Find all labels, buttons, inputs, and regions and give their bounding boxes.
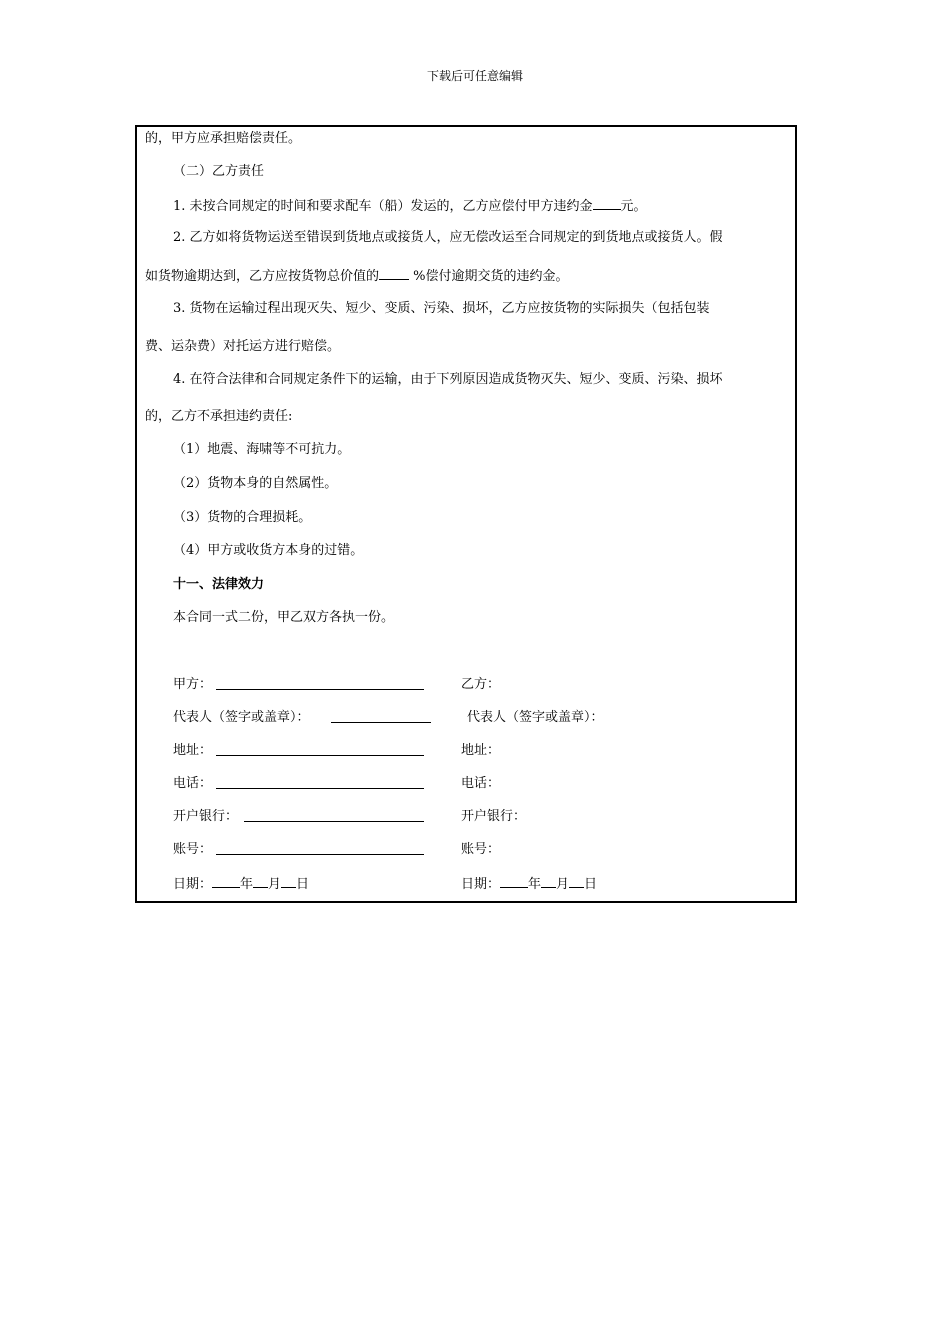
clause-line [145, 267, 569, 285]
clause-text: 元。 [620, 199, 647, 214]
clause-line: 本合同一式二份，甲乙双方各执一份。 [173, 610, 395, 625]
list-item: （1）地震、海啸等不可抗力。 [173, 442, 351, 457]
account-a-label: 账号： [173, 842, 213, 857]
month-label: 月 [268, 877, 282, 892]
rep-a-signature-field[interactable] [331, 722, 431, 723]
clause-line [173, 197, 647, 215]
bank-a-field[interactable] [244, 821, 424, 822]
clause-line: 的，乙方不承担违约责任: [145, 409, 293, 424]
clause-line: 的，甲方应承担赔偿责任。 [145, 131, 302, 146]
clause-line: 4. 在符合法律和合同规定条件下的运输，由于下列原因造成货物灭失、短少、变质、污染、损坏 [173, 372, 723, 387]
blank-percent [379, 267, 409, 280]
address-b-label: 地址： [461, 743, 501, 758]
date-a-day-field[interactable] [281, 875, 296, 888]
list-item: （2）货物本身的自然属性。 [173, 476, 338, 491]
day-label: 日 [296, 877, 310, 892]
phone-b-label: 电话： [461, 776, 501, 791]
date-b-month-field[interactable] [541, 875, 556, 888]
address-a-field[interactable] [216, 755, 424, 756]
rep-a-label: 代表人（签字或盖章）： [173, 710, 310, 725]
section-heading-party-b: （二）乙方责任 [173, 164, 265, 179]
phone-a-label: 电话： [173, 776, 213, 791]
clause-line: 2. 乙方如将货物运送至错误到货地点或接货人，应无偿改运至合同规定的到货地点或接货人。假 [173, 230, 723, 245]
blank-penalty-amount [593, 197, 621, 210]
bank-a-label: 开户银行： [173, 809, 239, 824]
year-label: 年 [528, 877, 542, 892]
date-b-day-field[interactable] [569, 875, 584, 888]
section-heading-legal-effect: 十一、法律效力 [173, 577, 265, 592]
date-a-year-field[interactable] [212, 875, 240, 888]
date-b [461, 875, 597, 893]
clause-text: %偿付逾期交货的违约金。 [409, 269, 569, 284]
date-a-month-field[interactable] [253, 875, 268, 888]
phone-a-field[interactable] [216, 788, 424, 789]
page-header: 下载后可任意编辑 [426, 69, 523, 83]
day-label: 日 [584, 877, 598, 892]
list-item: （4）甲方或收货方本身的过错。 [173, 543, 364, 558]
party-b-label: 乙方： [461, 677, 501, 692]
clause-line: 费、运杂费）对托运方进行赔偿。 [145, 339, 341, 354]
party-a-label: 甲方： [173, 677, 213, 692]
party-a-signature-field[interactable] [216, 689, 424, 690]
date-a [173, 875, 309, 893]
clause-text: 如货物逾期达到，乙方应按货物总价值的 [145, 269, 380, 284]
rep-b-label: 代表人（签字或盖章）： [467, 710, 604, 725]
month-label: 月 [556, 877, 570, 892]
clause-text: 1. 未按合同规定的时间和要求配车（船）发运的，乙方应偿付甲方违约金 [173, 199, 593, 214]
date-b-label: 日期： [461, 877, 501, 892]
address-a-label: 地址： [173, 743, 213, 758]
account-b-label: 账号： [461, 842, 501, 857]
date-b-year-field[interactable] [500, 875, 528, 888]
bank-b-label: 开户银行： [461, 809, 527, 824]
account-a-field[interactable] [216, 854, 424, 855]
clause-line: 3. 货物在运输过程出现灭失、短少、变质、污染、损坏，乙方应按货物的实际损失（包括包装 [173, 301, 710, 316]
date-a-label: 日期： [173, 877, 213, 892]
year-label: 年 [240, 877, 254, 892]
list-item: （3）货物的合理损耗。 [173, 510, 312, 525]
